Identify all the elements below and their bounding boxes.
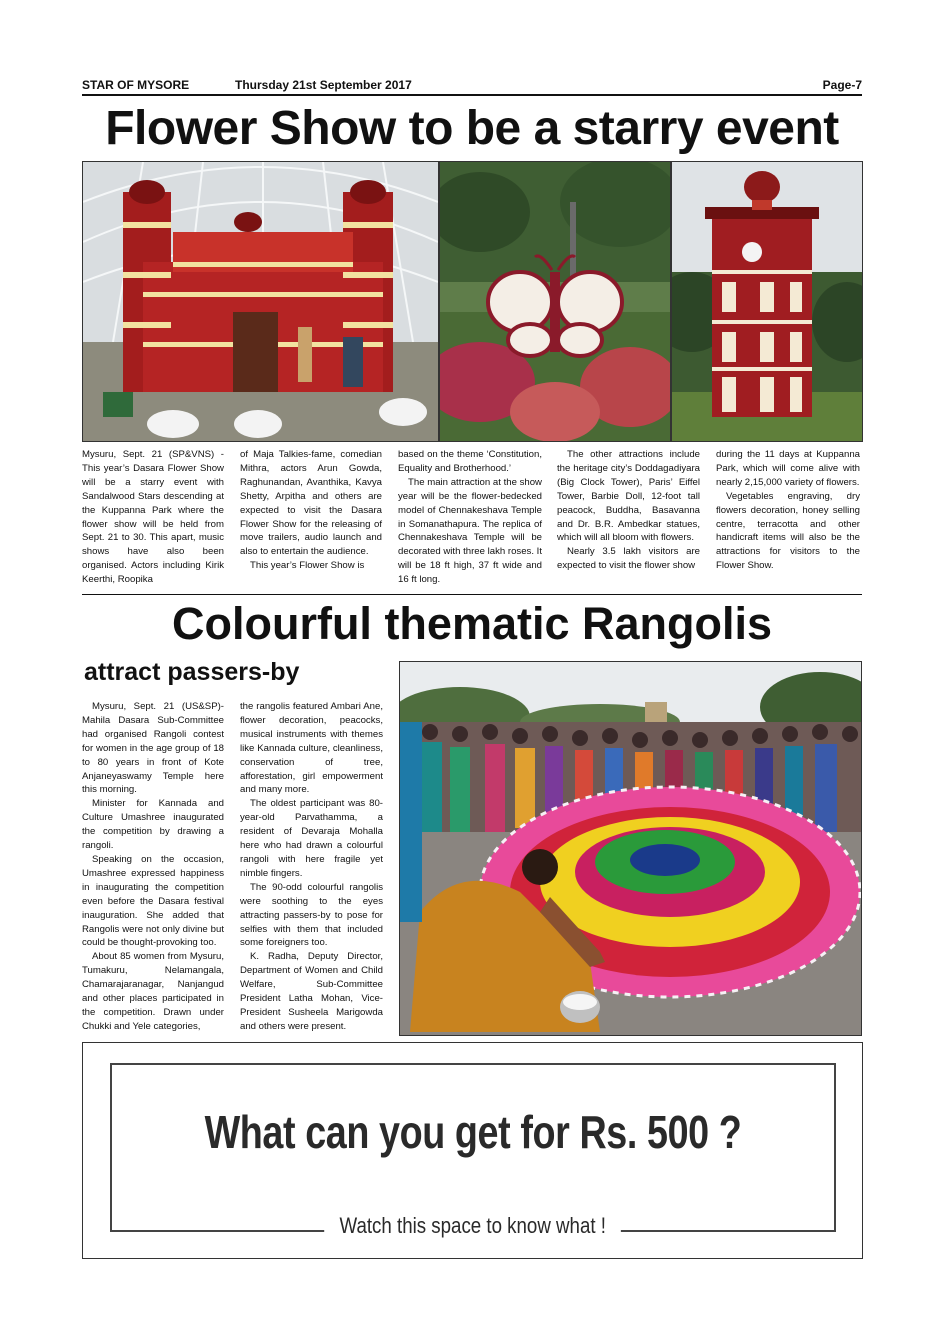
photo-rangoli-contest	[399, 661, 862, 1036]
story1-para: The other attractions include the heritage city’s Doddagadiyara (Big Clock Tower), Paris’ Eiffel Tower, Barbie Doll, 12-foot tall peacock, Buddha, Basavanna and Dr. B.R. Ambedkar statues, which will all bloom with flowers.	[557, 449, 700, 544]
story2-para: The 90-odd colourful rangolis were soothing to the eyes attracting passers-by to pose for selfies with them that included some foreigners too.	[240, 881, 383, 949]
story1-para: based on the theme ‘Constitution, Equality and Brotherhood.’	[398, 449, 542, 474]
advertisement-box	[82, 1042, 863, 1259]
masthead-rule	[82, 94, 862, 96]
story1-column-2	[240, 448, 382, 573]
headline-rangolis: Colourful thematic Rangolis	[171, 598, 773, 649]
story1-para: This year’s Flower Show is	[250, 560, 365, 572]
story2-column-2	[240, 700, 383, 1034]
advertisement-frame	[110, 1063, 836, 1238]
story1-para: Nearly 3.5 lakh visitors are expected to visit the flower show	[557, 546, 700, 572]
story1-para: Vegetables engraving, dry flowers decoration, honey selling centre, terracotta and other handicraft items will also be the attractions for visitors to the Flower Show.	[716, 490, 860, 572]
section-divider	[82, 594, 862, 595]
issue-date: Thursday 21st September 2017	[235, 78, 412, 92]
story2-para: the rangolis featured Ambari Ane, flower decoration, peacocks, musical instruments with themes like Kannada culture, cleanliness, conservation of tree, afforestation, girl empowerment and many more.	[240, 701, 383, 796]
story1-column-5	[716, 448, 860, 573]
story1-column-1	[82, 448, 224, 587]
ad-headline: What can you get for Rs. 500 ?	[204, 1106, 742, 1158]
story2-para: Speaking on the occasion, Umashree expressed happiness in inaugurating the competition even before the Dasara festival inauguration. She added that Rangolis were not only divine but could be thought-provoking too.	[82, 853, 224, 949]
story1-column-4	[557, 448, 700, 573]
photo-flower-butterfly	[439, 161, 671, 442]
story2-para: Minister for Kannada and Culture Umashree inaugurated the competition by drawing a rangoli.	[82, 798, 224, 852]
paper-name: STAR OF MYSORE	[82, 78, 190, 92]
photo-temple-replica	[82, 161, 439, 442]
story1-para: of Maja Talkies-fame, comedian Mithra, actors Arun Gowda, Raghunandan, Avanthika, Kavya Shetty, Arpitha and others are expected to visit the Dasara Flower Show for the releasing of move trailers, audio launch and also to entertain the audience.	[240, 449, 382, 558]
story1-para: The main attraction at the show year will be the flower-bedecked model of Chennakeshava Temple in Somanathapura. The replica of Chennakeshava Temple will be decorated with three lakh roses. It will be 18 ft high, 37 ft wide and 16 ft long.	[398, 476, 542, 586]
story2-column-1	[82, 700, 224, 1034]
story2-para: The oldest participant was 80-year-old Parvathamma, a resident of Devaraja Mohalla here who had drawn a colourful rangoli with here fragile yet nimble fingers.	[240, 798, 383, 879]
page-number: Page-7	[822, 78, 862, 92]
ad-tagline: Watch this space to know what !	[324, 1213, 621, 1239]
ad-tagline-wrap	[112, 1213, 834, 1251]
story1-para: during the 11 days at Kuppanna Park, which will come alive with nearly 2,15,000 variety of flowers.	[716, 449, 860, 488]
story2-para: About 85 women from Mysuru, Tumakuru, Nelamangala, Chamarajaranagar, Nanjangud and other places participated in the competition. Drawn under Chukki and Yele categories,	[82, 951, 224, 1032]
story1-column-3	[398, 448, 542, 587]
story1-para: Mysuru, Sept. 21 (SP&VNS) - This year’s Dasara Flower Show will be a starry event with Sandalwood Stars descending at the Kuppanna Park where the flower show will be held from Sept. 21 to 30. This apart, music shows have also been organised. Actors including Kirik Keerthi, Roopika	[82, 449, 224, 586]
subhead-rangolis: attract passers-by	[84, 658, 300, 686]
masthead	[82, 78, 862, 94]
story2-para: K. Radha, Deputy Director, Department of Women and Child Welfare, Sub-Committee President Latha Mohan, Vice-President Susheela Marigowda and others were present.	[240, 951, 383, 1032]
headline-flower-show: Flower Show to be a starry event	[105, 102, 839, 155]
photo-clock-tower	[671, 161, 863, 442]
story2-para: Mysuru, Sept. 21 (US&SP)- Mahila Dasara Sub-Committee had organised Rangoli contest for women in the age group of 18 to 80 years in front of Kote Anjaneyaswamy Temple here this morning.	[82, 701, 224, 796]
